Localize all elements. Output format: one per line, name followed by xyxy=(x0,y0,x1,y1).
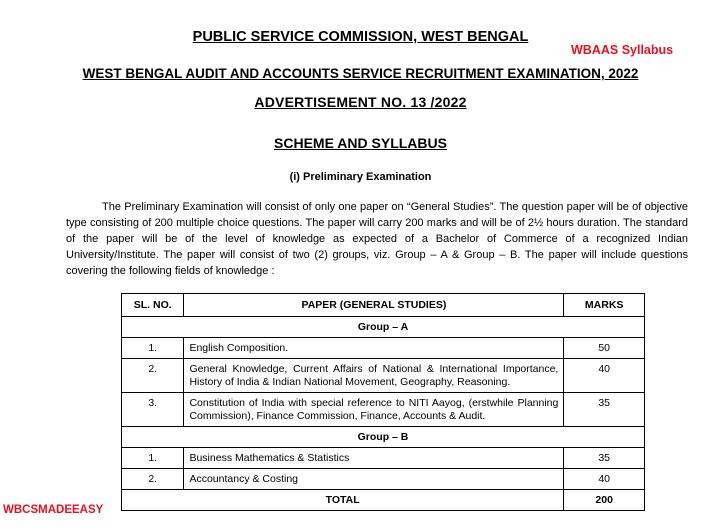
syllabus-table xyxy=(121,293,645,511)
row-paper: Constitution of India with special reference to NITI Aayog, (erstwhile Planning Commission), Finance Commission, Finance, Accounts & Audit. xyxy=(184,393,564,427)
total-label: TOTAL xyxy=(122,490,564,511)
row-sl: 3. xyxy=(122,393,184,427)
section-heading: (i) Preliminary Examination xyxy=(289,171,432,183)
table-row xyxy=(122,469,645,490)
group-row xyxy=(122,317,645,338)
table-row xyxy=(122,448,645,469)
commission-title: PUBLIC SERVICE COMMISSION, WEST BENGAL xyxy=(192,29,529,45)
group-row xyxy=(122,427,645,448)
row-marks: 50 xyxy=(564,338,645,359)
row-sl: 2. xyxy=(122,359,184,393)
row-marks: 35 xyxy=(564,393,645,427)
total-marks: 200 xyxy=(564,490,645,511)
row-sl: 1. xyxy=(122,338,184,359)
exam-title: WEST BENGAL AUDIT AND ACCOUNTS SERVICE RECRUITMENT EXAMINATION, 2022 xyxy=(82,66,639,81)
row-marks: 35 xyxy=(564,448,645,469)
row-marks: 40 xyxy=(564,359,645,393)
row-sl: 2. xyxy=(122,469,184,490)
table-row xyxy=(122,359,645,393)
group-a-label: Group – A xyxy=(122,317,645,338)
row-paper: General Knowledge, Current Affairs of National & International Importance, History of India & Indian National Movement, Geography, Reasoning. xyxy=(184,359,564,393)
row-marks: 40 xyxy=(564,469,645,490)
header-paper: PAPER (GENERAL STUDIES) xyxy=(184,294,564,317)
row-paper: Business Mathematics & Statistics xyxy=(184,448,564,469)
advertisement-number: ADVERTISEMENT NO. 13 /2022 xyxy=(254,94,467,110)
intro-paragraph: The Preliminary Examination will consist of only one paper on “General Studies”. The question paper will be of objective type consisting of 200 multiple choice questions. The paper will carry 200 marks and will be of 2½ hours duration. The standard of the paper will be of the level of knowledge as expected of a Bachelor of Commerce of a recognized Indian University/Institute. The paper will consist of two (2) groups, viz. Group – A & Group – B. The paper will include questions covering the following fields of knowledge : xyxy=(66,201,688,277)
total-row xyxy=(122,490,645,511)
scheme-heading: SCHEME AND SYLLABUS xyxy=(274,135,447,151)
watermark-bottom-left: WBCSMADEEASY xyxy=(3,504,104,516)
table-row xyxy=(122,338,645,359)
group-b-label: Group – B xyxy=(122,427,645,448)
header-sl-no: SL. NO. xyxy=(122,294,184,317)
row-paper: Accountancy & Costing xyxy=(184,469,564,490)
header-marks: MARKS xyxy=(564,294,645,317)
watermark-top-right: WBAAS Syllabus xyxy=(571,43,674,57)
table-row xyxy=(122,393,645,427)
table-header-row xyxy=(122,294,645,317)
row-paper: English Composition. xyxy=(184,338,564,359)
row-sl: 1. xyxy=(122,448,184,469)
